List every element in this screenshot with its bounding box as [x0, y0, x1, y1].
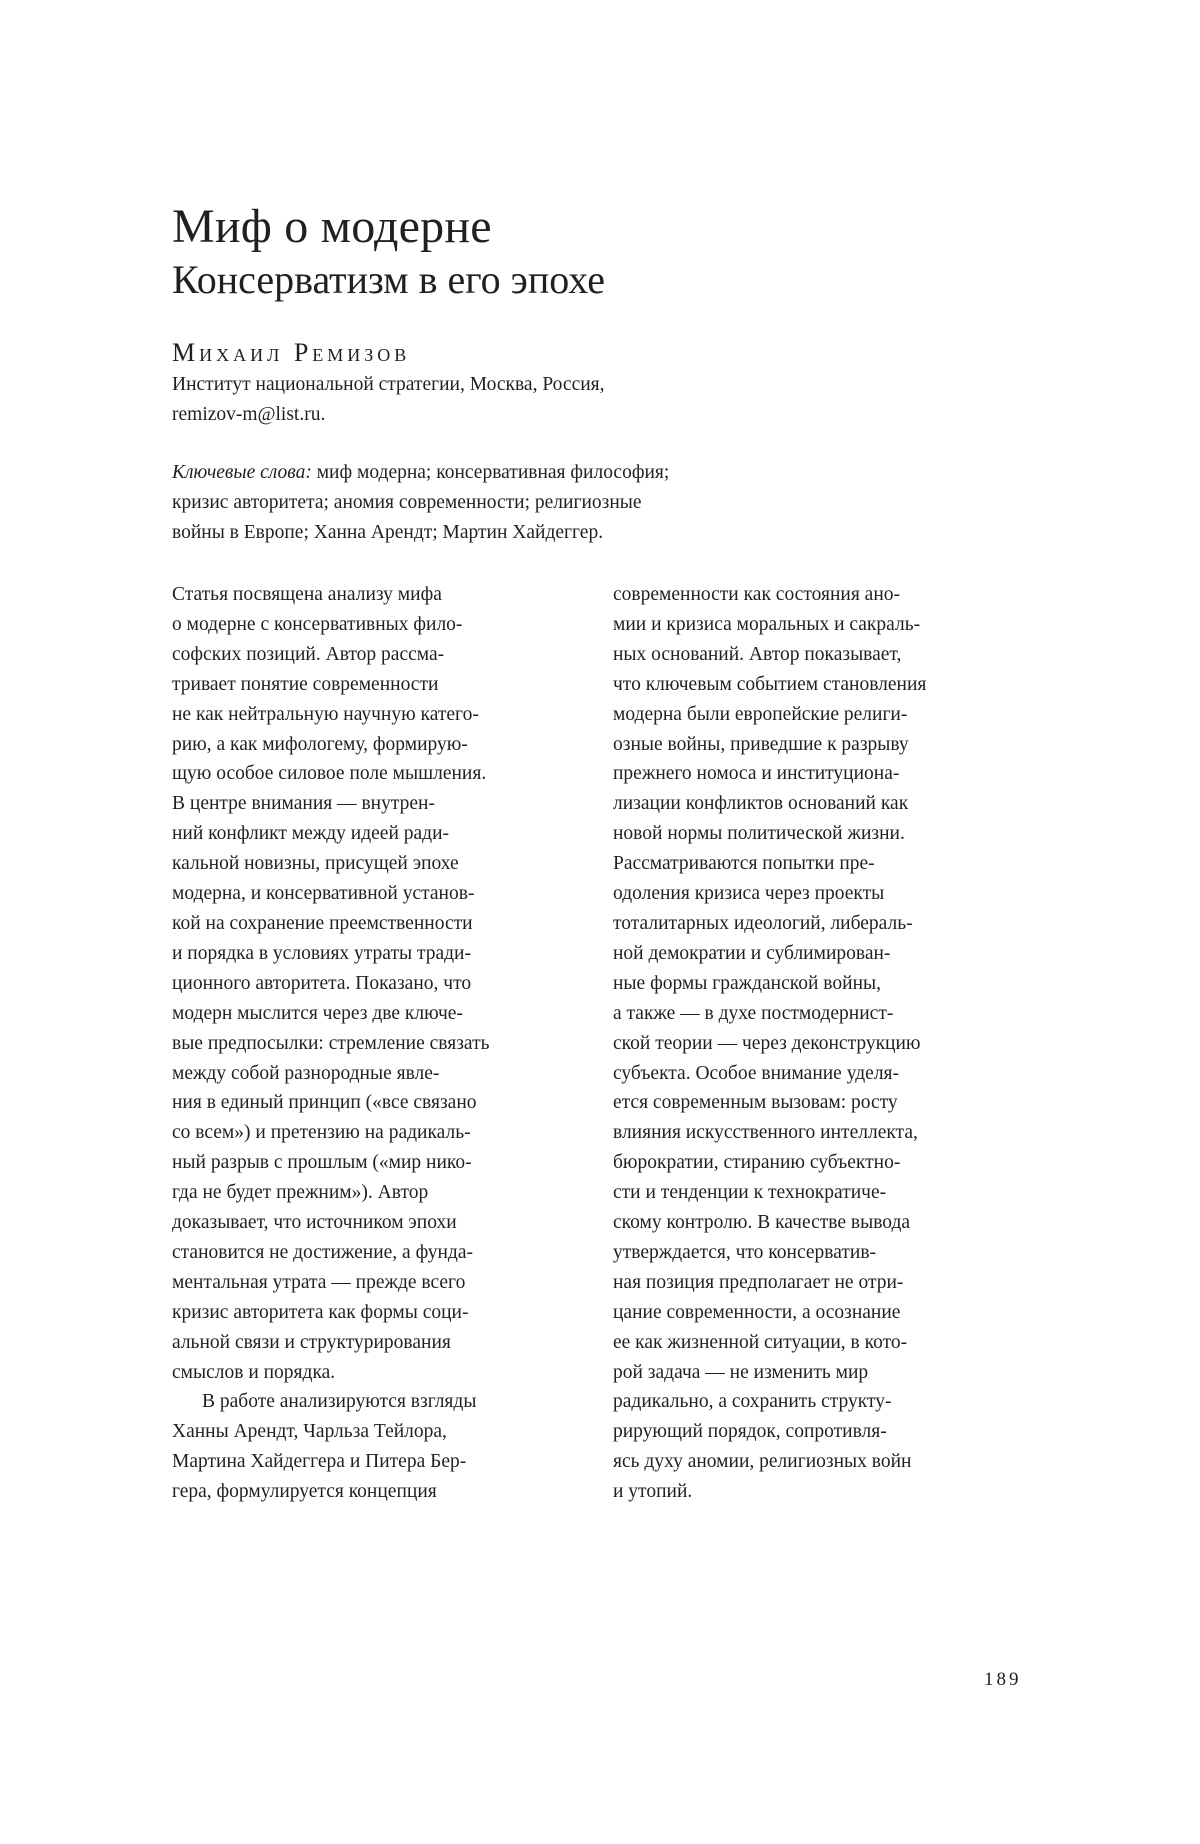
- abstract-line: рой задача — не изменить мир: [613, 1361, 869, 1383]
- abstract-line: щую особое силовое поле мышления.: [172, 763, 487, 785]
- abstract-line: модерна, и консервативной установ-: [172, 883, 475, 905]
- keywords-label: Ключевые слова:: [172, 462, 312, 483]
- abstract-line: влияния искусственного интеллекта,: [613, 1122, 918, 1144]
- author-email: remizov-m@list.ru.: [172, 404, 326, 425]
- author-affiliation: [172, 370, 872, 430]
- abstract-line: В центре внимания — внутрен-: [172, 793, 435, 815]
- abstract-line: ный разрыв с прошлым («мир нико-: [172, 1152, 472, 1174]
- abstract-line: ясь духу аномии, религиозных войн: [613, 1451, 912, 1473]
- abstract-line: утверждается, что консерватив-: [613, 1241, 877, 1263]
- abstract-line: ее как жизненной ситуации, в кото-: [613, 1331, 908, 1353]
- abstract-line: озные войны, приведшие к разрыву: [613, 733, 909, 755]
- abstract-line: Статья посвящена анализу мифа: [172, 584, 442, 605]
- abstract-line: что ключевым событием становления: [613, 673, 927, 695]
- abstract-line: сти и тенденции к технократиче-: [613, 1182, 887, 1204]
- abstract-line: скому контролю. В качестве вывода: [613, 1212, 911, 1234]
- abstract-line: рирующий порядок, сопротивля-: [613, 1421, 887, 1443]
- abstract-line: кризис авторитета как формы соци-: [172, 1301, 469, 1323]
- abstract-line: современности как состояния ано-: [613, 584, 900, 605]
- abstract-line: кой на сохранение преемственности: [172, 912, 473, 934]
- abstract-line: ской теории — через деконструкцию: [613, 1032, 921, 1054]
- abstract-line: ется современным вызовам: росту: [613, 1092, 898, 1114]
- abstract-line: рию, а как мифологему, формирую-: [172, 733, 468, 755]
- abstract-line: тоталитарных идеологий, либераль-: [613, 912, 913, 934]
- keywords-line: кризис авторитета; аномия современности; религиозные: [172, 492, 642, 513]
- abstract-line: модерн мыслится через две ключе-: [172, 1002, 463, 1024]
- abstract-line: доказывает, что источником эпохи: [172, 1212, 457, 1234]
- abstract-line: ные формы гражданской войны,: [613, 972, 881, 994]
- abstract-line: софских позиций. Автор рассма-: [172, 643, 445, 665]
- article-subtitle: Консерватизм в его эпохе: [172, 257, 605, 302]
- abstract-line: модерна были европейские религи-: [613, 703, 908, 725]
- abstract-line: вые предпосылки: стремление связать: [172, 1032, 490, 1054]
- abstract-line: альной связи и структурирования: [172, 1331, 451, 1353]
- abstract-line: о модерне с консервативных фило-: [172, 613, 463, 635]
- abstract-line: прежнего номоса и институциона-: [613, 763, 900, 785]
- abstract-line: лизации конфликтов оснований как: [613, 793, 909, 815]
- abstract-line: цание современности, а осознание: [613, 1301, 901, 1323]
- abstract-line: между собой разнородные явле-: [172, 1062, 440, 1084]
- abstract-line: ментальная утрата — прежде всего: [172, 1271, 466, 1293]
- abstract-line: и порядка в условиях утраты тради-: [172, 942, 471, 964]
- abstract-line: гда не будет прежним»). Автор: [172, 1182, 429, 1204]
- abstract-line: кальной новизны, присущей эпохе: [172, 853, 459, 875]
- keywords-line: [172, 458, 872, 488]
- abstract-line: бюрократии, стиранию субъектно-: [613, 1152, 901, 1174]
- abstract-line: гера, формулируется концепция: [172, 1481, 437, 1503]
- abstract-line: со всем») и претензию на радикаль-: [172, 1122, 471, 1144]
- abstract-line: В работе анализируются взгляды: [202, 1391, 477, 1413]
- abstract-line: и утопий.: [613, 1481, 693, 1503]
- keywords-line: войны в Европе; Ханна Арендт; Мартин Хайдеггер.: [172, 522, 604, 543]
- keywords-block: [172, 458, 872, 548]
- article-title: Миф о модерне: [172, 200, 492, 253]
- abstract-line: ная позиция предполагает не отри-: [613, 1271, 904, 1293]
- affiliation-line: Институт национальной стратегии, Москва, Россия,: [172, 374, 605, 395]
- abstract-line: а также — в духе постмодернист-: [613, 1002, 894, 1024]
- abstract-line: субъекта. Особое внимание уделя-: [613, 1062, 900, 1084]
- page-number: 189: [984, 1669, 1022, 1690]
- abstract-line: Рассматриваются попытки пре-: [613, 853, 875, 875]
- abstract-line: ных оснований. Автор показывает,: [613, 643, 902, 665]
- abstract-left-column: [172, 580, 582, 1507]
- abstract-line: новой нормы политической жизни.: [613, 823, 905, 845]
- abstract-line: тривает понятие современности: [172, 673, 439, 695]
- abstract-line: радикально, а сохранить структу-: [613, 1391, 892, 1413]
- abstract-line: Ханны Арендт, Чарльза Тейлора,: [172, 1421, 447, 1443]
- abstract-line: становится не достижение, а фунда-: [172, 1241, 473, 1263]
- author-name: Михаил Ремизов: [172, 338, 411, 367]
- abstract-line: не как нейтральную научную катего-: [172, 703, 479, 725]
- abstract-line: одоления кризиса через проекты: [613, 883, 885, 905]
- abstract-right-column: [613, 580, 1033, 1507]
- abstract-line: смыслов и порядка.: [172, 1361, 336, 1383]
- abstract-line: ний конфликт между идеей ради-: [172, 823, 450, 845]
- abstract-line: мии и кризиса моральных и сакраль-: [613, 613, 921, 635]
- abstract-line: ния в единый принцип («все связано: [172, 1092, 477, 1114]
- abstract-line: ной демократии и сублимирован-: [613, 942, 891, 964]
- abstract-line: ционного авторитета. Показано, что: [172, 972, 472, 994]
- keywords-text: миф модерна; консервативная философия;: [311, 462, 670, 483]
- abstract-line: Мартина Хайдеггера и Питера Бер-: [172, 1451, 467, 1473]
